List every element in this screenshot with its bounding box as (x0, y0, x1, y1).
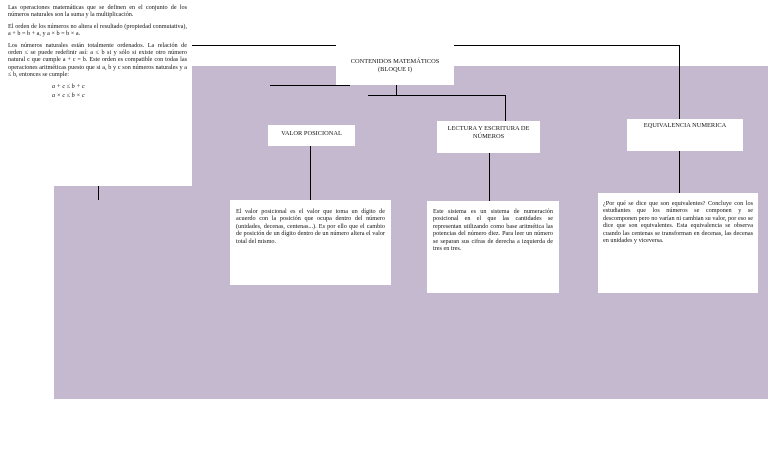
connector-line (192, 45, 336, 46)
node-equivalencia (627, 119, 743, 151)
description-text: ¿Por qué se dice que son equivalentes? Concluye con los estudiantes que los números se componen y se descomponen pero no varían ni cambian su valor, por eso se dice que son equivalentes. Esta equivalencia se observa cuando las centenas se transforman en decenas, las decenas en unidades y viceversa. (603, 200, 753, 245)
description-equivalencia (598, 193, 758, 293)
intro-paragraph-2: El orden de los números no altera el resultado (propiedad conmutativa), a + b = b + a, y a × b = b × a. (8, 22, 187, 38)
node-label: LECTURA Y ESCRITURA DE NÚMEROS (447, 125, 530, 140)
description-valor-posicional (230, 200, 391, 285)
formula-sum: a + c ≤ b + c (52, 82, 85, 90)
connector-line (489, 153, 490, 201)
connector-line (679, 151, 680, 193)
connector-line (310, 146, 311, 200)
intro-paragraph-3: Los números naturales están totalmente ordenados. La relación de orden ≤ se puede redefinir así: a ≤ b si y sólo si existe otro número natural c que cumple a + c = b. Este orden es compatible con todas las operaciones aritméticas puesto que si a, b y c son números naturales y a ≤ b, entonces se cumple: (8, 41, 187, 79)
connector-line (454, 45, 680, 46)
connector-line (368, 95, 506, 96)
connector-line (98, 186, 99, 200)
connector-line (505, 95, 506, 121)
intro-paragraph-1: Las operaciones matemáticas que se definen en el conjunto de los números naturales son la suma y la multiplicación. (8, 4, 187, 19)
central-title-box (336, 53, 454, 85)
node-valor-posicional (268, 125, 355, 146)
intro-text-box (0, 0, 192, 186)
description-lectura-escritura (427, 201, 559, 293)
node-lectura-escritura (437, 121, 540, 153)
description-text: El valor posicional es el valor que toma un dígito de acuerdo con la posición que ocupa dentro del número (unidades, decenas, centenas...). Es por ello que el cambio de posición de un dígito dentro de un número altera el valor total del mismo. (236, 208, 385, 245)
node-label: EQUIVALENCIA NUMERICA (643, 122, 727, 129)
connector-line (396, 85, 397, 95)
formula-product: a × c ≤ b × c (52, 92, 85, 100)
central-title: CONTENIDOS MATEMÁTICOS (350, 58, 440, 65)
connector-line (679, 45, 680, 120)
description-text: Este sistema es un sistema de numeración posicional en el que las cantidades se representan utilizando como base aritmética las potencias del número diez. Para leer un número se separan sus cifras de derecha a izquierda de tres en tres. (433, 208, 553, 253)
node-label: VALOR POSICIONAL (281, 130, 342, 137)
connector-line (270, 85, 350, 86)
central-subtitle: (BLOQUE I) (378, 66, 412, 73)
